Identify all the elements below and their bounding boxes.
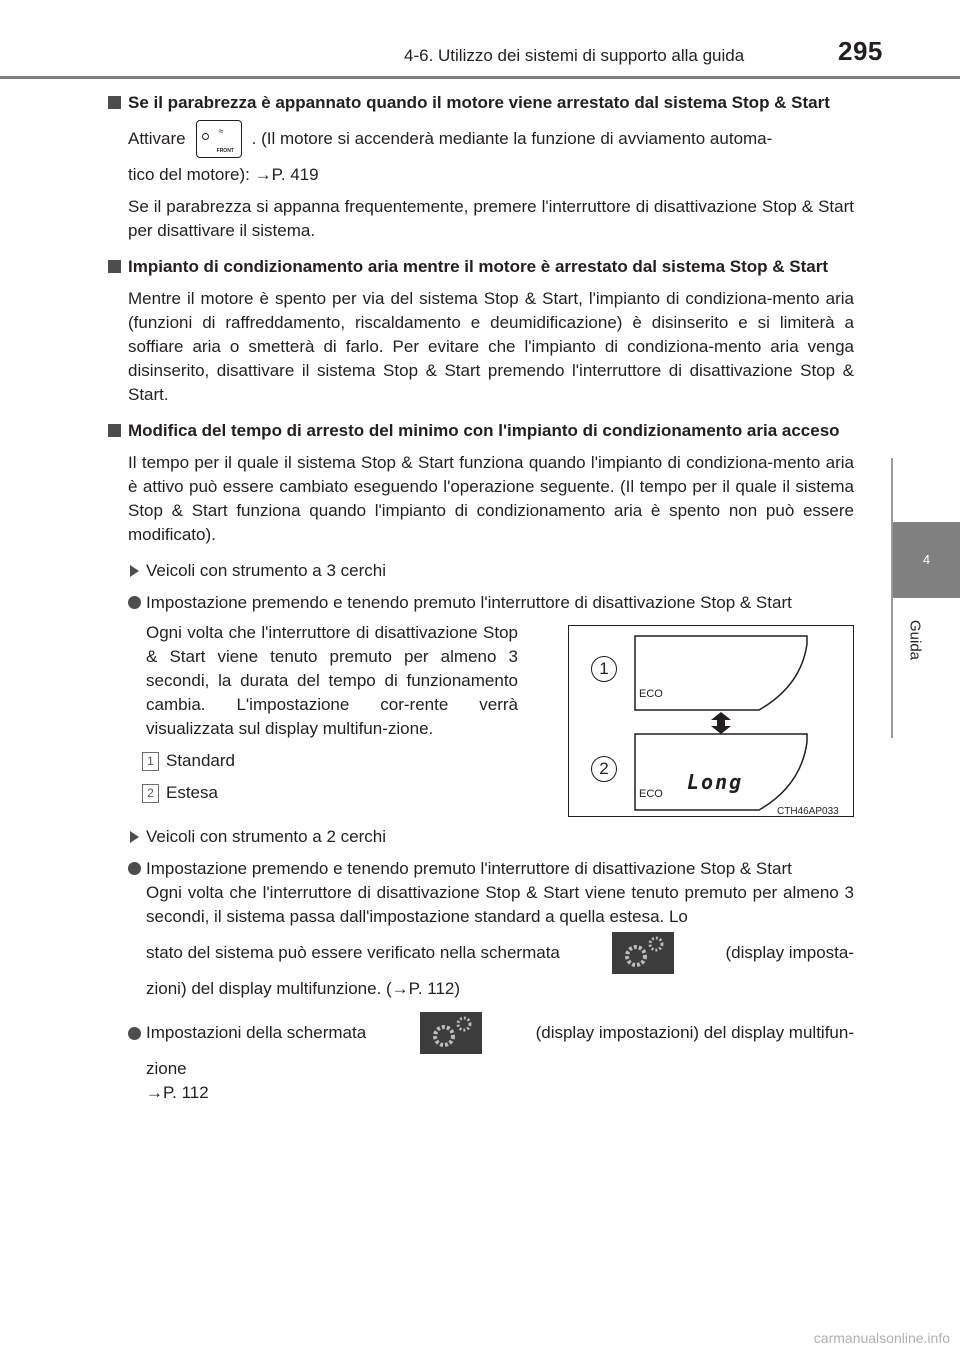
figure-code: CTH46AP033 [777, 806, 839, 817]
display-illustration [568, 625, 854, 817]
square-bullet-icon [108, 424, 121, 437]
paragraph: Se il parabrezza si appanna frequentemente, premere l'interruttore di disattivazione Stop & Start per disattivare il sistema. [128, 197, 854, 240]
page-number: 295 [838, 36, 883, 66]
chapter-label: Guida [906, 619, 924, 661]
ref-line: tico del motore): →P. 419 [128, 165, 319, 184]
activate-front-row: Attivare ≈ FRONT . (Il motore si accenderà mediante la funzione di avviamento automa- [108, 115, 854, 163]
triangle-item: Veicoli con strumento a 3 cerchi [108, 559, 854, 583]
round-bullet-icon [128, 1027, 141, 1040]
ref-line: zioni) del display multifunzione. (→P. 112) [146, 979, 461, 998]
side-line [891, 458, 893, 738]
chapter-tab: 4 [893, 522, 960, 598]
paragraph: Il tempo per il quale il sistema Stop & Start funziona quando l'impianto di condiziona-mento aria è attivo può essere cambiato eseguendo l'operazione seguente. (Il tempo per il quale il sistema Stop & Start funziona quando l'impianto di condizionamento aria è spento non può essere modificato). [128, 453, 854, 544]
triangle-item: Veicoli con strumento a 2 cerchi [108, 825, 854, 849]
footer-watermark: carmanualsonline.info [813, 1330, 950, 1346]
settings-ref-row: stato del sistema può essere verificato nella schermata (display imposta- [108, 929, 854, 977]
bullet-item: Impostazione premendo e tenendo premuto l'interruttore di disattivazione Stop & Start [108, 857, 854, 881]
triangle-bullet-icon [130, 831, 139, 843]
square-bullet-icon [108, 96, 121, 109]
paragraph: Mentre il motore è spento per via del sistema Stop & Start, l'impianto di condiziona-mento aria (funzioni di raffreddamento, riscaldamento e deumidificazione) è disinserito e si limiterà a soffiare aria o smetterà di farlo. Per evitare che l'impianto di condiziona-mento aria venga disinserito, disattivare il sistema Stop & Start premendo l'interruttore di disattivazione Stop & Start. [128, 289, 854, 404]
round-bullet-icon [128, 862, 141, 875]
header-rule [0, 76, 960, 79]
ref-line: →P. 112 [146, 1083, 209, 1102]
double-arrow-icon [711, 712, 731, 734]
callout-2: 2 [591, 756, 617, 782]
gear-settings-icon [420, 1012, 482, 1054]
page-header-section: 4-6. Utilizzo dei sistemi di supporto alla guida [404, 46, 745, 65]
square-bullet-icon [108, 260, 121, 273]
section-heading-windshield: Se il parabrezza è appannato quando il motore viene arrestato dal sistema Stop & Start [108, 91, 854, 115]
eco-indicator: ECO [639, 688, 663, 700]
bullet-item: Impostazioni della schermata (display impostazioni) del display multifun- [108, 1009, 854, 1057]
figure-description: Ogni volta che l'interruttore di disattivazione Stop & Start viene tenuto premuto per almeno 3 secondi, la durata del tempo di funzionamento cambia. L'impostazione cor-rente verrà visualizzata sul display multifun-zione. [146, 623, 518, 738]
paragraph: Ogni volta che l'interruttore di disattivazione Stop & Start viene tenuto premuto per almeno 3 secondi, il sistema passa dall'impostazione standard a quella estesa. Lo [146, 883, 854, 926]
section-heading-idle-time: Modifica del tempo di arresto del minimo con l'impianto di condizionamento aria acceso [108, 419, 854, 443]
numbered-item-2: 2 Estesa [146, 781, 518, 805]
section-heading-ac: Impianto di condizionamento aria mentre il motore è arrestato dal sistema Stop & Start [108, 255, 854, 279]
eco-indicator: ECO [639, 788, 663, 800]
round-bullet-icon [128, 596, 141, 609]
gear-settings-icon [612, 932, 674, 974]
long-display-text: Long [687, 770, 744, 794]
numbered-item-1: 1 Standard [146, 749, 518, 773]
callout-1: 1 [591, 656, 617, 682]
paragraph: zione [146, 1059, 187, 1078]
figure-block [108, 621, 854, 817]
bullet-item: Impostazione premendo e tenendo premuto l'interruttore di disattivazione Stop & Start [108, 591, 854, 615]
page-content [108, 91, 854, 1105]
triangle-bullet-icon [130, 565, 139, 577]
front-defogger-button-icon: ≈ FRONT [196, 120, 242, 158]
